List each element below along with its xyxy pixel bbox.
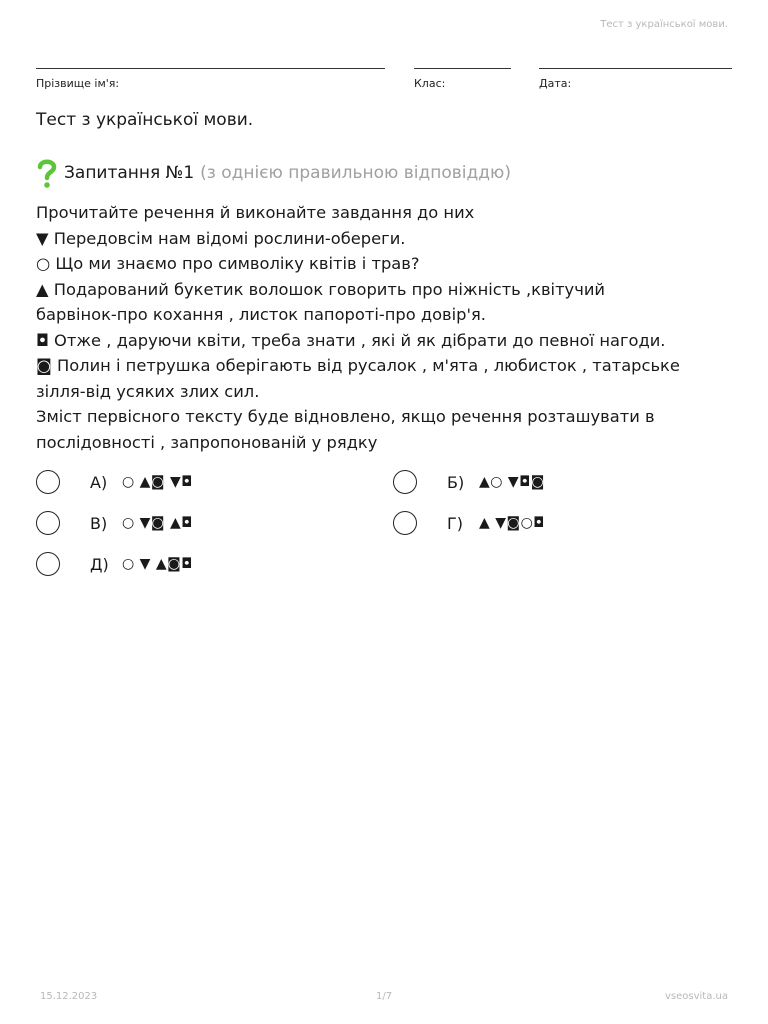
header-title: Тест з української мови.	[600, 19, 728, 30]
radio-button[interactable]	[36, 552, 60, 576]
footer-date: 15.12.2023	[40, 991, 98, 1002]
question-mark-icon	[36, 158, 58, 188]
option-text: ○ ▲◙ ▼◘	[122, 474, 193, 490]
question-line: барвінок-про кохання , листок папороті-про довір'я.	[36, 305, 486, 324]
radio-button[interactable]	[393, 511, 417, 535]
question-line: ▼ Передовсім нам відомі рослини-обереги.	[36, 228, 406, 248]
date-field[interactable]	[539, 68, 732, 90]
question-line: послідовності , запропонованій у рядку	[36, 432, 378, 452]
option-letter: Д)	[90, 554, 109, 574]
footer-site: vseosvita.ua	[665, 991, 728, 1002]
question-line: ▲ Подарований букетик волошок говорить про ніжність ,квітучий	[36, 279, 605, 299]
question-line: зілля-від усяких злих сил.	[36, 381, 260, 401]
question-body	[36, 200, 736, 455]
class-field-label: Клас:	[414, 77, 446, 90]
radio-button[interactable]	[36, 511, 60, 535]
footer-page-number: 1/7	[376, 991, 393, 1002]
name-field-line	[36, 68, 385, 69]
test-title: Тест з української мови.	[36, 110, 254, 130]
option-letter: Г)	[447, 513, 463, 533]
question-line: ○ Що ми знаємо про символіку квітів і трав?	[36, 254, 420, 273]
option-letter: А)	[90, 472, 108, 492]
radio-button[interactable]	[393, 470, 417, 494]
date-field-line	[539, 68, 732, 69]
answer-option-a[interactable]	[36, 470, 193, 494]
answer-option-b[interactable]	[393, 470, 545, 494]
name-field[interactable]	[36, 68, 385, 90]
question-line: ◘ Отже , даруючи квіти, треба знати , які й як дібрати до певної нагоди.	[36, 330, 666, 350]
option-text: ▲ ▼◙○◘	[479, 515, 545, 531]
question-hint: (з однією правильною відповіддю)	[200, 163, 511, 183]
option-letter: В)	[90, 513, 108, 533]
question-line: Прочитайте речення й виконайте завдання до них	[36, 203, 475, 222]
name-field-label: Прізвище ім'я:	[36, 77, 120, 90]
question-header	[36, 158, 511, 188]
question-line: Зміст первісного тексту буде відновлено, якщо речення розташувати в	[36, 407, 655, 426]
option-text: ○ ▼◙ ▲◘	[122, 515, 193, 531]
question-line: ◙ Полин і петрушка оберігають від русалок , м'ята , любисток , татарське	[36, 356, 680, 375]
option-text: ○ ▼ ▲◙◘	[122, 556, 193, 572]
class-field-line	[414, 68, 511, 69]
radio-button[interactable]	[36, 470, 60, 494]
question-label: Запитання №1	[64, 163, 195, 183]
answer-option-d[interactable]	[36, 552, 193, 576]
answer-option-v[interactable]	[36, 511, 193, 535]
option-letter: Б)	[447, 472, 465, 492]
answer-option-g[interactable]	[393, 511, 545, 535]
date-field-label: Дата:	[539, 77, 572, 90]
class-field[interactable]	[414, 68, 511, 90]
option-text: ▲○ ▼◘◙	[479, 474, 545, 490]
